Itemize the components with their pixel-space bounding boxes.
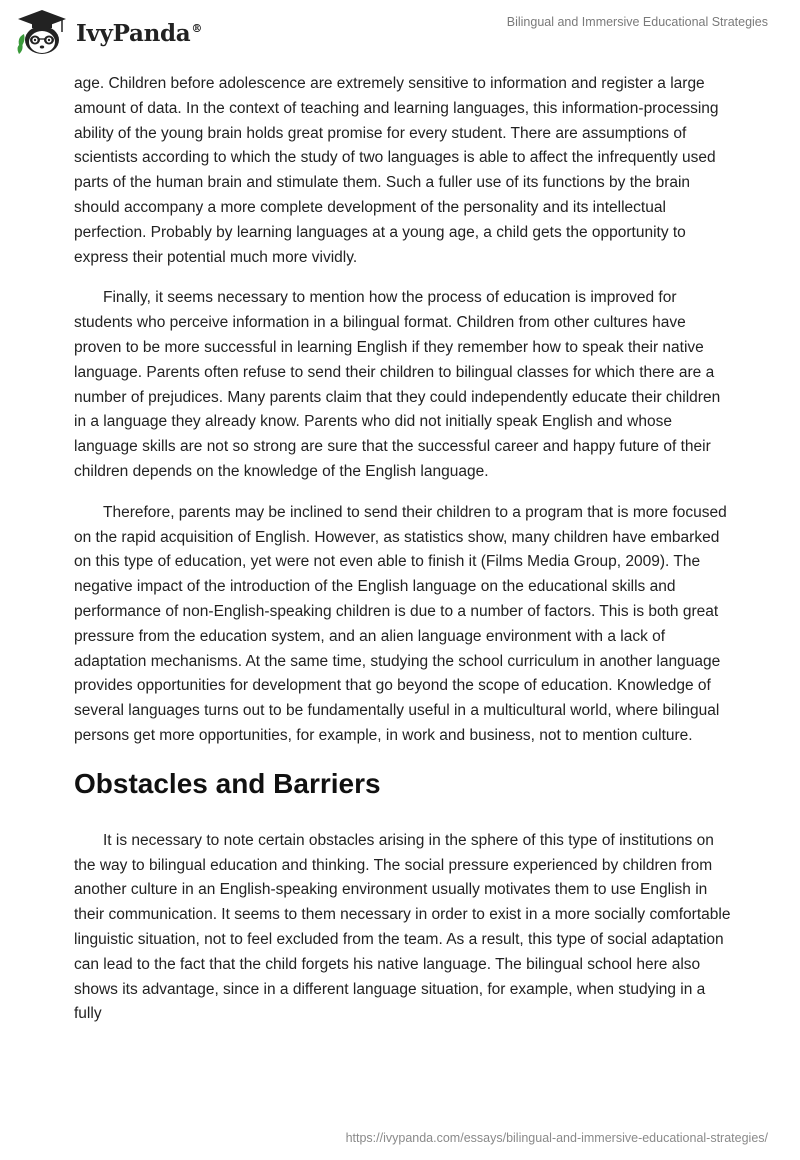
section-paragraph: It is necessary to note certain obstacles arising in the sphere of this type of institutions on the way to bilingual education and thinking. The social pressure experienced by children from another culture in an English-speaking environment usually motivates them to use English in their communication. It seems to them necessary in order to exist in a more socially comfortable linguistic situation, not to feel excluded from the team. As a result, this type of social adaptation can lead to the fact that the child forgets his native language. The bilingual school here also shows its advantage, since in a different language situation, for example, when studying in a fully <box>74 831 731 1023</box>
brand-name: IvyPanda® <box>76 19 203 47</box>
page-header <box>0 0 800 70</box>
registered-mark: ® <box>191 21 203 35</box>
ivypanda-logo[interactable] <box>14 8 202 58</box>
source-url[interactable]: https://ivypanda.com/essays/bilingual-and-immersive-educational-strategies/ <box>345 1131 768 1145</box>
paragraph-1: age. Children before adolescence are extremely sensitive to information and register a large amount of data. In the context of teaching and learning languages, this information-processing ability of the young brain holds great promise for every student. There are assumptions of scientists according to which the study of two languages is able to affect the infrequently used parts of the human brain and stimulate them. Such a fuller use of its functions by the brain should accompany a more complete development of the personality and its intellectual perfection. Probably by learning languages at a young age, a child gets the opportunity to express their potential much more vividly. <box>74 75 719 266</box>
essay-body <box>74 72 734 1043</box>
panda-graduate-icon <box>14 8 70 58</box>
paragraph-2: Finally, it seems necessary to mention how the process of education is improved for students who perceive information in a bilingual format. Children from other cultures have proven to be more successful in learning English if they remember how to speak their native language. Parents often refuse to send their children to bilingual classes for which there are a number of prejudices. Many parents claim that they could independently educate their children in a language they already know. Parents who did not initially speak English and whose language skills are not so strong are sure that the successful career and happy future of their children depends on the knowledge of the English language. <box>74 289 721 480</box>
paragraph-3: Therefore, parents may be inclined to send their children to a program that is more focused on the rapid acquisition of English. However, as statistics show, many children have embarked on this type of education, yet were not even able to finish it (Films Media Group, 2009). The negative impact of the introduction of the English language on the educational skills and performance of non-English-speaking children is due to a number of factors. This is both great pressure from the education system, and an alien language environment with a lack of adaptation mechanisms. At the same time, studying the school curriculum in another language provides opportunities for development that go beyond the scope of education. Knowledge of several languages turns out to be fundamentally useful in a multicultural world, where bilingual persons get more opportunities, for example, in work and business, not to mention culture. <box>74 503 727 744</box>
document-title: Bilingual and Immersive Educational Strategies <box>506 15 768 29</box>
section-heading: Obstacles and Barriers <box>74 767 381 799</box>
